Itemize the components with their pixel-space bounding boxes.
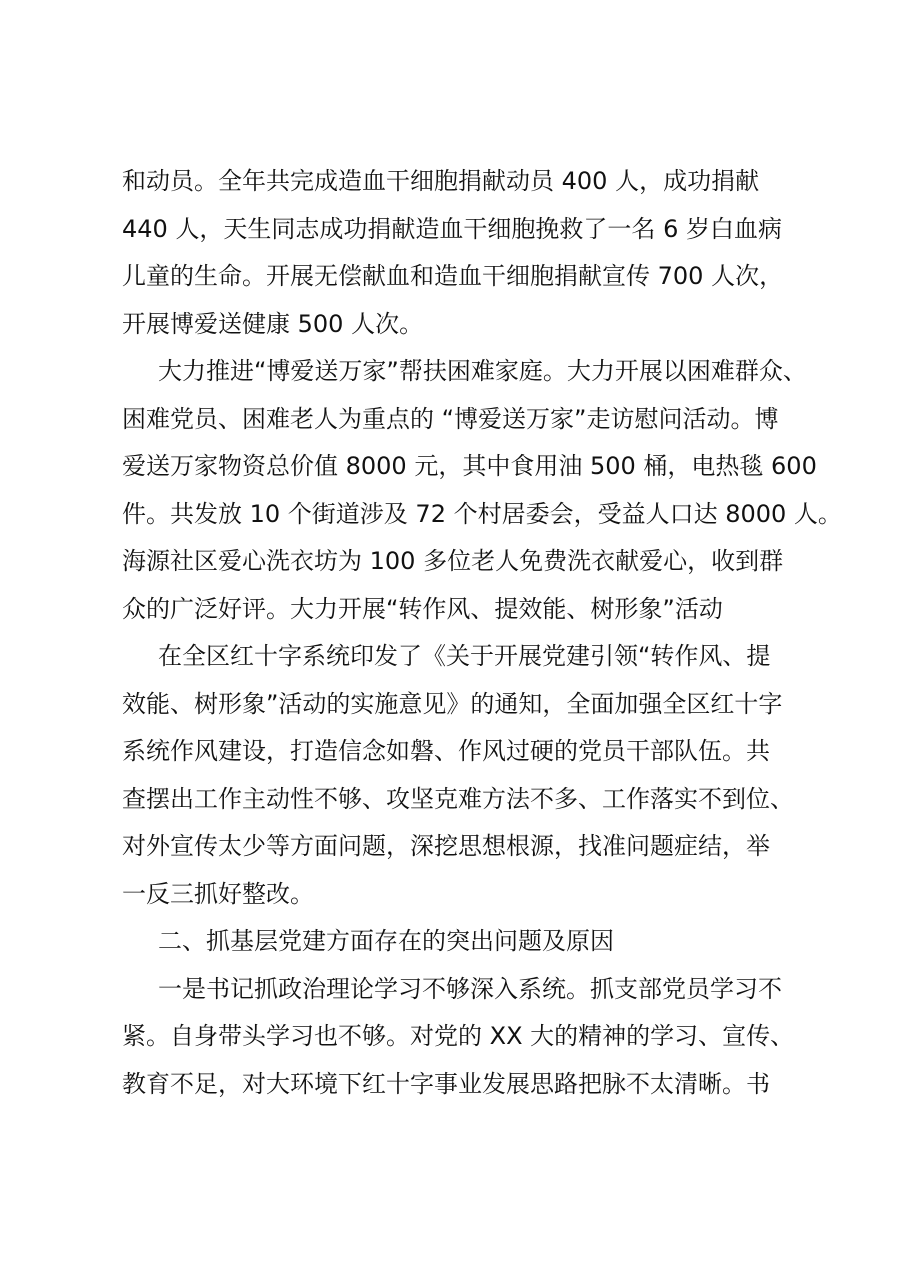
section-heading-text: 二、抓基层党建方面存在的突出问题及原因	[158, 927, 614, 955]
text-line: 大力推进“博爱送万家”帮扶困难家庭。大力开展以困难群众、	[158, 357, 807, 385]
text-line: 紧。自身带头学习也不够。对党的 XX 大的精神的学习、宣传、	[122, 1022, 795, 1050]
section-heading	[122, 918, 812, 966]
text-line: 和动员。全年共完成造血干细胞捐献动员 400 人，成功捐献	[122, 167, 760, 195]
text-line: 查摆出工作主动性不够、攻坚克难方法不多、工作落实不到位、	[122, 784, 794, 813]
text-line: 440 人，天生同志成功捐献造血干细胞挽救了一名 6 岁白血病	[122, 214, 782, 243]
paragraph-work-style	[122, 633, 812, 918]
text-line: 在全区红十字系统印发了《关于开展党建引领“转作风、提	[158, 642, 771, 670]
text-line: 系统作风建设，打造信念如磐、作风过硬的党员干部队伍。共	[122, 737, 770, 765]
text-line: 困难党员、困难老人为重点的 “博爱送万家”走访慰问活动。博	[122, 404, 779, 433]
paragraph-donation-summary	[122, 158, 812, 348]
text-line: 儿童的生命。开展无偿献血和造血干细胞捐献宣传 700 人次，	[122, 262, 784, 290]
text-line: 开展博爱送健康 500 人次。	[122, 309, 424, 338]
text-line: 一反三抓好整改。	[122, 879, 314, 908]
text-line: 件。共发放 10 个街道涉及 72 个村居委会，受益人口达 8000 人。	[122, 499, 842, 528]
text-line: 效能、树形象”活动的实施意见》的通知，全面加强全区红十字	[122, 689, 783, 718]
text-line: 教育不足，对大环境下红十字事业发展思路把脉不太清晰。书	[122, 1069, 770, 1098]
paragraph-boai-songwanjia	[122, 348, 842, 633]
text-line: 对外宣传太少等方面问题，深挖思想根源，找准问题症结，举	[122, 832, 770, 860]
text-line: 一是书记抓政治理论学习不够深入系统。抓支部党员学习不	[158, 974, 782, 1003]
paragraph-problem-one	[122, 966, 812, 1109]
text-line: 爱送万家物资总价值 8000 元，其中食用油 500 桶，电热毯 600	[122, 452, 817, 480]
text-line: 众的广泛好评。大力开展“转作风、提效能、树形象”活动	[122, 594, 723, 623]
document-body	[122, 158, 842, 1108]
text-line: 海源社区爱心洗衣坊为 100 多位老人免费洗衣献爱心，收到群	[122, 547, 784, 575]
